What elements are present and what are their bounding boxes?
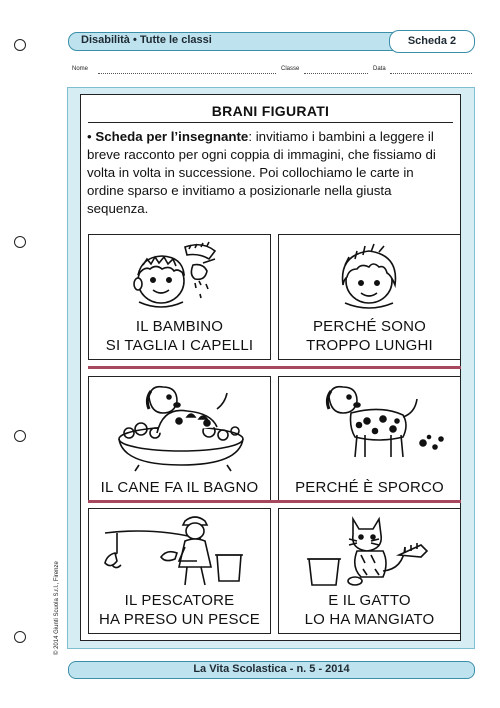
intro-text: : invitiamo i bambini a leggere il breve racconto per ogni coppia di immagini, che fissiamo di volta in volta in successione. Poi collochiamo le carte in ordine sparso e invitiamo a posizionarle nella giusta sequenza. xyxy=(87,129,436,216)
caption-line-1: PERCHÉ È SPORCO xyxy=(295,479,444,496)
card-caption xyxy=(279,478,460,497)
title-divider xyxy=(88,122,453,123)
classe-label: Classe xyxy=(281,66,300,72)
footer-band xyxy=(68,661,475,679)
boy-haircut-icon xyxy=(89,235,270,315)
data-label: Data xyxy=(373,66,386,72)
scheda-tab xyxy=(389,30,475,53)
story-card-3 xyxy=(88,376,271,502)
card-caption xyxy=(89,317,270,355)
teacher-instructions: • Scheda per l’insegnante: invitiamo i bambini a leggere il breve racconto per ogni coppia di immagini, che fissiamo di volta in volta in successione. Poi collochiamo le carte in ordine sparso e invitiamo a posizionarle nella giusta sequenza. xyxy=(87,129,436,216)
card-caption xyxy=(89,591,270,629)
data-field[interactable] xyxy=(390,73,472,74)
row-separator xyxy=(88,366,461,369)
header-category: Disabilità • Tutte le classi xyxy=(81,34,212,46)
worksheet-card xyxy=(80,94,461,641)
header-band xyxy=(68,32,475,51)
card-caption xyxy=(279,317,460,355)
card-caption xyxy=(279,591,460,629)
footer-text: La Vita Scolastica - n. 5 - 2014 xyxy=(193,663,350,675)
binder-hole xyxy=(14,430,26,442)
caption-line-1: IL BAMBINO xyxy=(135,318,224,335)
story-card-2 xyxy=(278,234,461,360)
caption-line-1: E IL GATTO xyxy=(328,592,411,609)
cat-bucket-icon xyxy=(279,509,460,589)
copyright-text: © 2014 Giunti Scuola S.r.l., Firenze xyxy=(54,561,60,655)
card-caption xyxy=(89,478,270,497)
student-info-row xyxy=(72,66,472,78)
caption-line-2: LO HA MANGIATO xyxy=(304,611,435,628)
story-card-4 xyxy=(278,376,461,502)
classe-field[interactable] xyxy=(304,73,368,74)
story-card-6 xyxy=(278,508,461,634)
story-card-1 xyxy=(88,234,271,360)
row-separator xyxy=(88,500,461,503)
caption-line-1: PERCHÉ SONO xyxy=(312,318,427,335)
caption-line-2: TROPPO LUNGHI xyxy=(306,337,433,354)
nome-field[interactable] xyxy=(98,73,276,74)
caption-line-1: IL PESCATORE xyxy=(124,592,235,609)
caption-line-2: SI TAGLIA I CAPELLI xyxy=(105,337,254,354)
story-card-5 xyxy=(88,508,271,634)
nome-label: Nome xyxy=(72,66,89,72)
dirty-dog-icon xyxy=(279,377,460,473)
boy-long-hair-icon xyxy=(279,235,460,315)
caption-line-2: HA PRESO UN PESCE xyxy=(99,611,260,628)
binder-hole xyxy=(14,236,26,248)
binder-hole xyxy=(14,631,26,643)
page-title: BRANI FIGURATI xyxy=(211,103,330,119)
caption-line-1: IL CANE FA IL BAGNO xyxy=(100,479,259,496)
copyright-notice xyxy=(54,535,64,655)
scheda-label: Scheda 2 xyxy=(407,35,457,47)
fisherman-icon xyxy=(89,509,270,589)
intro-bold: Scheda per l’insegnante xyxy=(95,129,249,144)
binder-hole xyxy=(14,39,26,51)
dog-bath-icon xyxy=(89,377,270,473)
